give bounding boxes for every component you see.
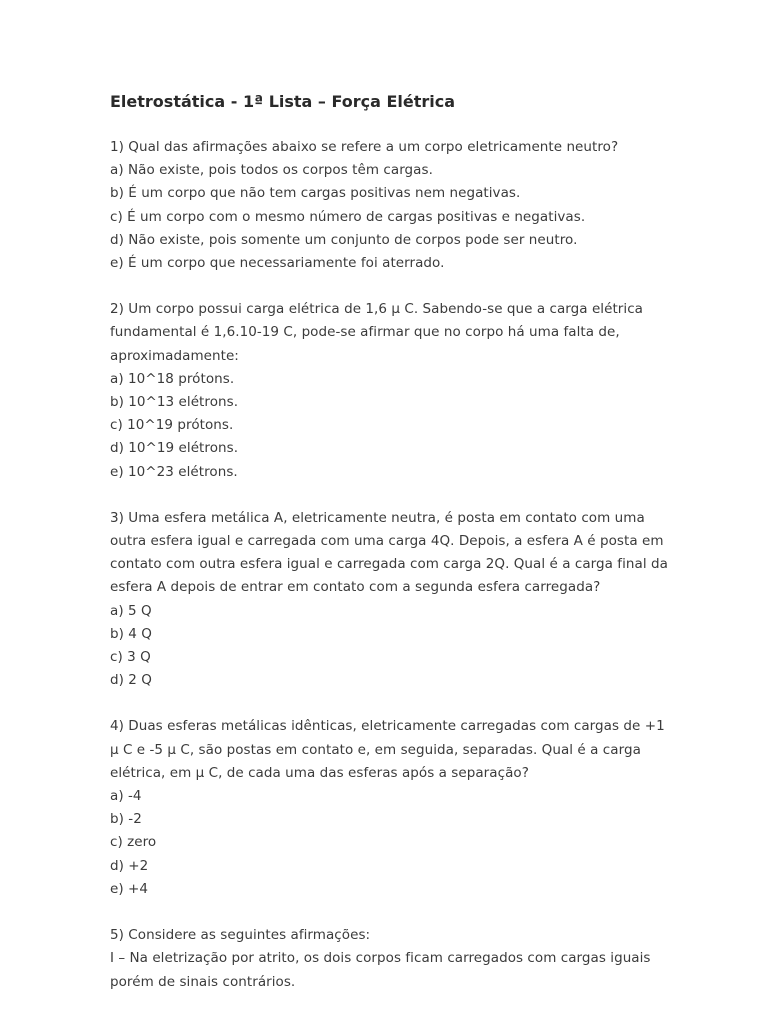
question-3-statement-line: esfera A depois de entrar em contato com a segunda esfera carregada? xyxy=(110,579,601,596)
question-2-option-d: d) 10^19 elétrons. xyxy=(110,440,239,457)
question-3-statement-line: 3) Uma esfera metálica A, eletricamente neutra, é posta em contato com uma xyxy=(110,509,645,526)
question-4 xyxy=(110,715,670,901)
question-4-statement-line: μ C e -5 μ C, são postas em contato e, em seguida, separadas. Qual é a carga xyxy=(110,741,641,758)
question-1 xyxy=(110,136,670,275)
question-2-option-b: b) 10^13 elétrons. xyxy=(110,394,239,411)
question-1-statement: 1) Qual das afirmações abaixo se refere a um corpo eletricamente neutro? xyxy=(110,139,619,155)
question-3-statement-line: outra esfera igual e carregada com uma carga 4Q. Depois, a esfera A é posta em xyxy=(110,533,664,550)
question-4-statement-line: 4) Duas esferas metálicas idênticas, eletricamente carregadas com cargas de +1 xyxy=(110,718,665,735)
document-page xyxy=(110,90,670,1017)
question-3-option-d: d) 2 Q xyxy=(110,672,152,689)
question-1-option-c: c) É um corpo com o mesmo número de cargas positivas e negativas. xyxy=(110,208,586,225)
question-3-option-b: b) 4 Q xyxy=(110,625,152,642)
question-5-item-i: I – Na eletrização por atrito, os dois corpos ficam carregados com cargas iguais xyxy=(110,950,651,967)
question-2-option-a: a) 10^18 prótons. xyxy=(110,370,235,387)
question-4-option-e: e) +4 xyxy=(110,880,149,897)
question-3-option-a: a) 5 Q xyxy=(110,602,152,619)
question-5 xyxy=(110,924,670,994)
question-2-option-e: e) 10^23 elétrons. xyxy=(110,463,238,480)
question-4-statement-line: elétrica, em μ C, de cada uma das esferas após a separação? xyxy=(110,764,529,781)
question-5-item-i-continued: porém de sinais contrários. xyxy=(110,973,296,990)
question-3 xyxy=(110,507,670,693)
question-2-statement-line: aproximadamente: xyxy=(110,347,239,364)
question-2-option-c: c) 10^19 prótons. xyxy=(110,417,234,434)
question-1-option-a: a) Não existe, pois todos os corpos têm cargas. xyxy=(110,162,433,179)
question-2-statement-line: 2) Um corpo possui carga elétrica de 1,6 μ C. Sabendo-se que a carga elétrica xyxy=(110,301,643,318)
question-2 xyxy=(110,298,670,484)
document-title: Eletrostática - 1ª Lista – Força Elétrica xyxy=(110,92,456,111)
question-2-statement-line: fundamental é 1,6.10-19 C, pode-se afirmar que no corpo há uma falta de, xyxy=(110,324,620,341)
question-4-option-c: c) zero xyxy=(110,834,157,851)
question-4-option-d: d) +2 xyxy=(110,857,149,874)
question-4-option-a: a) -4 xyxy=(110,788,142,805)
question-3-option-c: c) 3 Q xyxy=(110,649,151,666)
question-1-option-d: d) Não existe, pois somente um conjunto de corpos pode ser neutro. xyxy=(110,231,578,248)
question-1-option-e: e) É um corpo que necessariamente foi aterrado. xyxy=(110,255,445,272)
question-5-statement: 5) Considere as seguintes afirmações: xyxy=(110,927,371,944)
question-1-option-b: b) É um corpo que não tem cargas positivas nem negativas. xyxy=(110,185,521,202)
question-3-statement-line: contato com outra esfera igual e carregada com carga 2Q. Qual é a carga final da xyxy=(110,556,668,573)
question-4-option-b: b) -2 xyxy=(110,811,142,828)
